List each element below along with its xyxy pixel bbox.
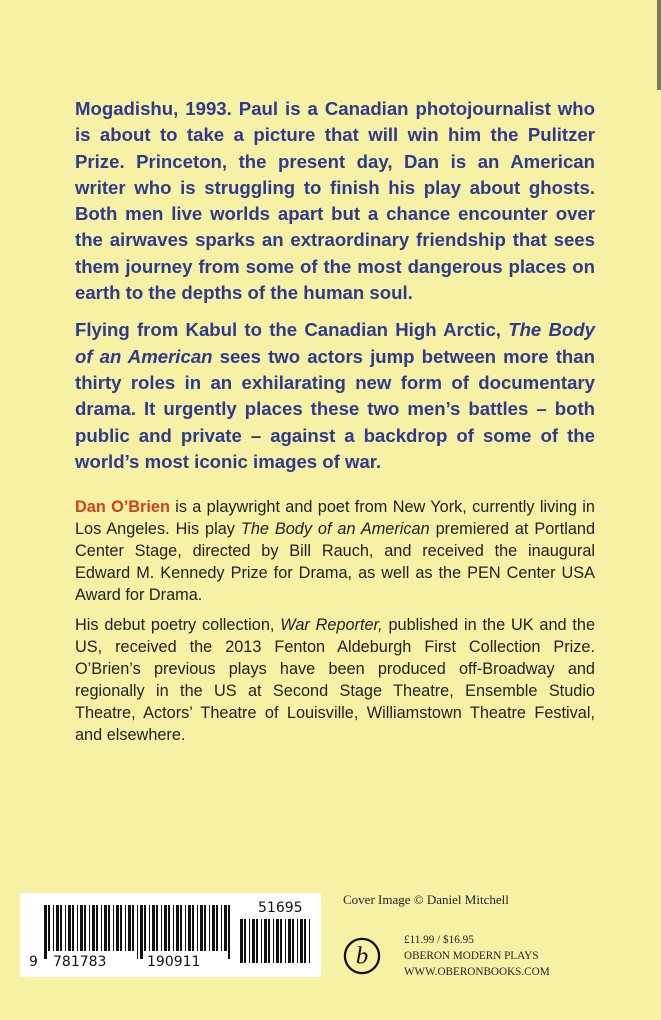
barcode-group-1: 781783	[53, 954, 107, 970]
bio-p1-b: premiered at Portland Center Stage, directed by Bill Rauch, and received the inaugural Edward M. Kennedy Prize for Drama, as well as the PEN Center USA Award for Drama.	[75, 520, 596, 604]
bio-paragraph-1	[75, 496, 595, 606]
price: £11.99 / $16.95	[404, 934, 474, 946]
blurb-paragraph-1: Mogadishu, 1993. Paul is a Canadian photojournalist who is about to take a picture that will win him the Pulitzer Prize. Princeton, the present day, Dan is an American writer who is struggling to finish his play about ghosts. Both men live worlds apart but a chance encounter over the airwaves sparks an extraordinary friendship that sees them journey from some of the most dangerous places on earth to the depths of the human soul.	[75, 98, 595, 304]
isbn-barcode	[20, 893, 321, 977]
author-bio	[75, 496, 595, 754]
blurb	[75, 96, 595, 486]
blurb-p2-after: sees two actors jump between more than thirty roles in an exhilarating new form of documentary drama. It urgently places these two men’s battles – both public and private – against a backdrop of some of the world’s most iconic images of war.	[75, 345, 595, 472]
blurb-p2-before: Flying from Kabul to the Canadian High Arctic,	[75, 319, 501, 341]
publisher-series: OBERON MODERN PLAYS	[404, 950, 539, 962]
author-name: Dan O’Brien	[75, 498, 170, 516]
publisher-url: WWW.OBERONBOOKS.COM	[404, 966, 550, 978]
oberon-logo-icon	[343, 937, 381, 975]
cover-credit: Cover Image © Daniel Mitchell	[343, 892, 509, 907]
logo-letter: b	[355, 942, 369, 970]
bio-p1-a: is a playwright and poet from New York, currently living in Los Angeles. His play	[75, 498, 595, 538]
bio-play-title: The Body of an American	[240, 520, 430, 538]
barcode-group-2: 190911	[147, 954, 201, 970]
barcode-lead-digit: 9	[29, 954, 38, 970]
bio-p2-b: published in the UK and the US, received the 2013 Fenton Aldeburgh First Collection Prize. O’Brien’s previous plays have been produced off-Broadway and regionally in the US at Second Stage Theatre, Ensemble Studio Theatre, Actors’ Theatre of Louisville, Williamstown Theatre Festival, and elsewhere.	[75, 616, 596, 744]
bio-p2-a: His debut poetry collection,	[75, 616, 275, 634]
spine-edge	[657, 0, 661, 90]
play-title: The Body of an American	[75, 319, 595, 367]
poetry-title: War Reporter,	[280, 616, 383, 634]
publisher-info	[404, 932, 550, 980]
barcode-addon-digits: 51695	[258, 900, 303, 916]
blurb-paragraph-2	[75, 317, 595, 475]
bio-paragraph-2	[75, 614, 595, 746]
